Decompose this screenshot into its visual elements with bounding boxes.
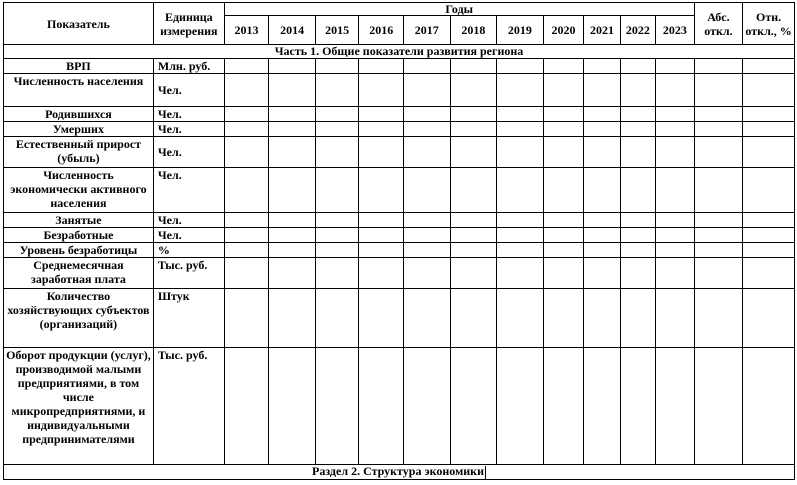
section-header-part1: Часть 1. Общие показатели развития региона — [4, 45, 795, 59]
value-cell[interactable] — [694, 74, 743, 107]
value-cell[interactable] — [315, 289, 359, 348]
value-cell[interactable] — [694, 258, 743, 289]
row-indicator: Численность экономически активного населения — [4, 168, 154, 213]
value-cell[interactable] — [584, 228, 620, 243]
header-year: 2023 — [656, 16, 695, 45]
value-cell[interactable] — [403, 168, 450, 213]
row-indicator: Оборот продукции (услуг), производимой малыми предприятиями, в том числе микропредприятиями, и индивидуальными предпринимателями — [4, 348, 154, 465]
header-unit: Единица измерения — [153, 3, 224, 45]
table-row — [4, 228, 795, 243]
header-year: 2022 — [620, 16, 655, 45]
value-cell[interactable] — [694, 228, 743, 243]
value-cell[interactable] — [450, 348, 497, 465]
value-cell[interactable] — [543, 213, 584, 228]
value-cell[interactable] — [584, 74, 620, 107]
value-cell[interactable] — [359, 228, 404, 243]
value-cell[interactable] — [359, 137, 404, 168]
row-indicator: Уровень безработицы — [4, 243, 154, 258]
value-cell[interactable] — [315, 258, 359, 289]
value-cell[interactable] — [543, 122, 584, 137]
value-cell[interactable] — [497, 289, 544, 348]
value-cell[interactable] — [359, 289, 404, 348]
value-cell[interactable] — [497, 74, 544, 107]
value-cell[interactable] — [269, 289, 316, 348]
table-row — [4, 243, 795, 258]
value-cell[interactable] — [359, 168, 404, 213]
table-row — [4, 74, 795, 107]
value-cell[interactable] — [656, 137, 695, 168]
row-indicator: Количество хозяйствующих субъектов (организаций) — [4, 289, 154, 348]
value-cell[interactable] — [359, 258, 404, 289]
value-cell[interactable] — [403, 289, 450, 348]
value-cell[interactable] — [224, 107, 269, 122]
value-cell[interactable] — [315, 168, 359, 213]
value-cell[interactable] — [269, 348, 316, 465]
value-cell[interactable] — [359, 348, 404, 465]
value-cell[interactable] — [543, 228, 584, 243]
value-cell[interactable] — [584, 289, 620, 348]
section-row-part2 — [4, 465, 795, 480]
value-cell[interactable] — [620, 168, 655, 213]
value-cell[interactable] — [315, 59, 359, 74]
value-cell[interactable] — [656, 289, 695, 348]
value-cell[interactable] — [743, 213, 795, 228]
value-cell[interactable] — [269, 243, 316, 258]
text-cursor — [485, 466, 486, 479]
value-cell[interactable] — [656, 59, 695, 74]
value-cell[interactable] — [315, 228, 359, 243]
header-year: 2021 — [584, 16, 620, 45]
value-cell[interactable] — [224, 258, 269, 289]
row-indicator: Численность населения — [4, 74, 154, 107]
value-cell[interactable] — [743, 168, 795, 213]
value-cell[interactable] — [743, 122, 795, 137]
value-cell[interactable] — [694, 289, 743, 348]
value-cell[interactable] — [656, 122, 695, 137]
row-unit: Тыс. руб. — [153, 348, 224, 465]
value-cell[interactable] — [224, 348, 269, 465]
row-indicator: Среднемесячная заработная плата — [4, 258, 154, 289]
value-cell[interactable] — [656, 243, 695, 258]
value-cell[interactable] — [543, 107, 584, 122]
value-cell[interactable] — [497, 168, 544, 213]
header-year: 2013 — [224, 16, 269, 45]
value-cell[interactable] — [224, 289, 269, 348]
value-cell[interactable] — [450, 228, 497, 243]
row-indicator: Занятые — [4, 213, 154, 228]
value-cell[interactable] — [269, 137, 316, 168]
value-cell[interactable] — [620, 228, 655, 243]
header-year: 2014 — [269, 16, 316, 45]
table-row — [4, 122, 795, 137]
value-cell[interactable] — [403, 228, 450, 243]
table-row — [4, 107, 795, 122]
row-indicator: Безработные — [4, 228, 154, 243]
table-row — [4, 59, 795, 74]
value-cell[interactable] — [497, 107, 544, 122]
value-cell[interactable] — [543, 289, 584, 348]
value-cell[interactable] — [694, 107, 743, 122]
row-unit: Тыс. руб. — [153, 258, 224, 289]
value-cell[interactable] — [224, 74, 269, 107]
value-cell[interactable] — [584, 258, 620, 289]
value-cell[interactable] — [269, 213, 316, 228]
row-indicator: ВРП — [4, 59, 154, 74]
value-cell[interactable] — [359, 59, 404, 74]
value-cell[interactable] — [694, 243, 743, 258]
value-cell[interactable] — [497, 243, 544, 258]
value-cell[interactable] — [543, 348, 584, 465]
value-cell[interactable] — [497, 59, 544, 74]
value-cell[interactable] — [450, 168, 497, 213]
row-unit: Чел. — [153, 74, 224, 107]
value-cell[interactable] — [743, 107, 795, 122]
value-cell[interactable] — [315, 348, 359, 465]
value-cell[interactable] — [656, 74, 695, 107]
value-cell[interactable] — [359, 243, 404, 258]
value-cell[interactable] — [694, 213, 743, 228]
value-cell[interactable] — [694, 59, 743, 74]
value-cell[interactable] — [584, 243, 620, 258]
value-cell[interactable] — [450, 107, 497, 122]
header-year: 2017 — [403, 16, 450, 45]
value-cell[interactable] — [359, 122, 404, 137]
value-cell[interactable] — [656, 228, 695, 243]
value-cell[interactable] — [403, 258, 450, 289]
value-cell[interactable] — [656, 107, 695, 122]
value-cell[interactable] — [656, 168, 695, 213]
value-cell[interactable] — [584, 107, 620, 122]
value-cell[interactable] — [450, 74, 497, 107]
value-cell[interactable] — [224, 213, 269, 228]
header-year: 2019 — [497, 16, 544, 45]
value-cell[interactable] — [403, 122, 450, 137]
value-cell[interactable] — [403, 59, 450, 74]
row-unit: Чел. — [153, 168, 224, 213]
header-abs-deviation: Абс. откл. — [694, 3, 743, 45]
value-cell[interactable] — [620, 258, 655, 289]
value-cell[interactable] — [450, 258, 497, 289]
value-cell[interactable] — [403, 243, 450, 258]
value-cell[interactable] — [543, 74, 584, 107]
value-cell[interactable] — [315, 74, 359, 107]
value-cell[interactable] — [620, 348, 655, 465]
section-header-part2[interactable] — [4, 465, 795, 480]
value-cell[interactable] — [269, 122, 316, 137]
value-cell[interactable] — [620, 289, 655, 348]
table-row — [4, 137, 795, 168]
value-cell[interactable] — [543, 258, 584, 289]
row-indicator: Умерших — [4, 122, 154, 137]
value-cell[interactable] — [450, 243, 497, 258]
value-cell[interactable] — [450, 213, 497, 228]
row-unit: % — [153, 243, 224, 258]
value-cell[interactable] — [497, 348, 544, 465]
value-cell[interactable] — [584, 137, 620, 168]
value-cell[interactable] — [497, 213, 544, 228]
row-unit: Чел. — [153, 228, 224, 243]
header-year: 2018 — [450, 16, 497, 45]
regional-indicators-table — [3, 2, 795, 480]
value-cell[interactable] — [224, 168, 269, 213]
value-cell[interactable] — [743, 228, 795, 243]
value-cell[interactable] — [743, 137, 795, 168]
value-cell[interactable] — [450, 59, 497, 74]
value-cell[interactable] — [694, 122, 743, 137]
table-row — [4, 168, 795, 213]
value-cell[interactable] — [315, 122, 359, 137]
value-cell[interactable] — [620, 213, 655, 228]
table-row — [4, 289, 795, 348]
value-cell[interactable] — [269, 228, 316, 243]
document-page — [3, 2, 795, 480]
table-row — [4, 213, 795, 228]
value-cell[interactable] — [584, 168, 620, 213]
value-cell[interactable] — [694, 168, 743, 213]
row-unit: Млн. руб. — [153, 59, 224, 74]
value-cell[interactable] — [450, 289, 497, 348]
value-cell[interactable] — [584, 122, 620, 137]
header-year: 2015 — [315, 16, 359, 45]
value-cell[interactable] — [743, 74, 795, 107]
value-cell[interactable] — [359, 107, 404, 122]
value-cell[interactable] — [694, 137, 743, 168]
row-unit: Чел. — [153, 122, 224, 137]
row-unit: Чел. — [153, 107, 224, 122]
value-cell[interactable] — [694, 348, 743, 465]
value-cell[interactable] — [403, 107, 450, 122]
value-cell[interactable] — [403, 348, 450, 465]
value-cell[interactable] — [620, 59, 655, 74]
value-cell[interactable] — [620, 74, 655, 107]
value-cell[interactable] — [743, 59, 795, 74]
value-cell[interactable] — [743, 258, 795, 289]
value-cell[interactable] — [403, 213, 450, 228]
header-year: 2020 — [543, 16, 584, 45]
header-indicator: Показатель — [4, 3, 154, 45]
value-cell[interactable] — [269, 74, 316, 107]
value-cell[interactable] — [224, 122, 269, 137]
row-indicator: Естественный прирост (убыль) — [4, 137, 154, 168]
value-cell[interactable] — [359, 74, 404, 107]
value-cell[interactable] — [543, 59, 584, 74]
value-cell[interactable] — [315, 243, 359, 258]
value-cell[interactable] — [497, 122, 544, 137]
value-cell[interactable] — [543, 137, 584, 168]
value-cell[interactable] — [620, 122, 655, 137]
value-cell[interactable] — [269, 107, 316, 122]
value-cell[interactable] — [656, 213, 695, 228]
value-cell[interactable] — [743, 348, 795, 465]
value-cell[interactable] — [656, 258, 695, 289]
value-cell[interactable] — [224, 137, 269, 168]
value-cell[interactable] — [224, 228, 269, 243]
value-cell[interactable] — [584, 213, 620, 228]
value-cell[interactable] — [403, 137, 450, 168]
value-cell[interactable] — [359, 213, 404, 228]
value-cell[interactable] — [450, 122, 497, 137]
value-cell[interactable] — [497, 228, 544, 243]
header-years-group: Годы — [224, 3, 694, 16]
value-cell[interactable] — [497, 137, 544, 168]
value-cell[interactable] — [269, 168, 316, 213]
value-cell[interactable] — [450, 137, 497, 168]
value-cell[interactable] — [620, 137, 655, 168]
value-cell[interactable] — [743, 289, 795, 348]
row-indicator: Родившихся — [4, 107, 154, 122]
value-cell[interactable] — [315, 213, 359, 228]
header-year: 2016 — [359, 16, 404, 45]
value-cell[interactable] — [543, 243, 584, 258]
value-cell[interactable] — [403, 74, 450, 107]
value-cell[interactable] — [224, 59, 269, 74]
value-cell[interactable] — [269, 258, 316, 289]
value-cell[interactable] — [584, 348, 620, 465]
value-cell[interactable] — [656, 348, 695, 465]
value-cell[interactable] — [620, 107, 655, 122]
header-rel-deviation: Отн. откл., % — [743, 3, 795, 45]
value-cell[interactable] — [315, 137, 359, 168]
section-header-part2-text: Раздел 2. Структура экономики — [312, 464, 484, 478]
value-cell[interactable] — [224, 243, 269, 258]
row-unit: Чел. — [153, 137, 224, 168]
table-row — [4, 258, 795, 289]
value-cell[interactable] — [584, 59, 620, 74]
value-cell[interactable] — [620, 243, 655, 258]
value-cell[interactable] — [315, 107, 359, 122]
row-unit: Чел. — [153, 213, 224, 228]
table-row — [4, 348, 795, 465]
value-cell[interactable] — [269, 59, 316, 74]
value-cell[interactable] — [497, 258, 544, 289]
value-cell[interactable] — [743, 243, 795, 258]
row-unit: Штук — [153, 289, 224, 348]
value-cell[interactable] — [543, 168, 584, 213]
